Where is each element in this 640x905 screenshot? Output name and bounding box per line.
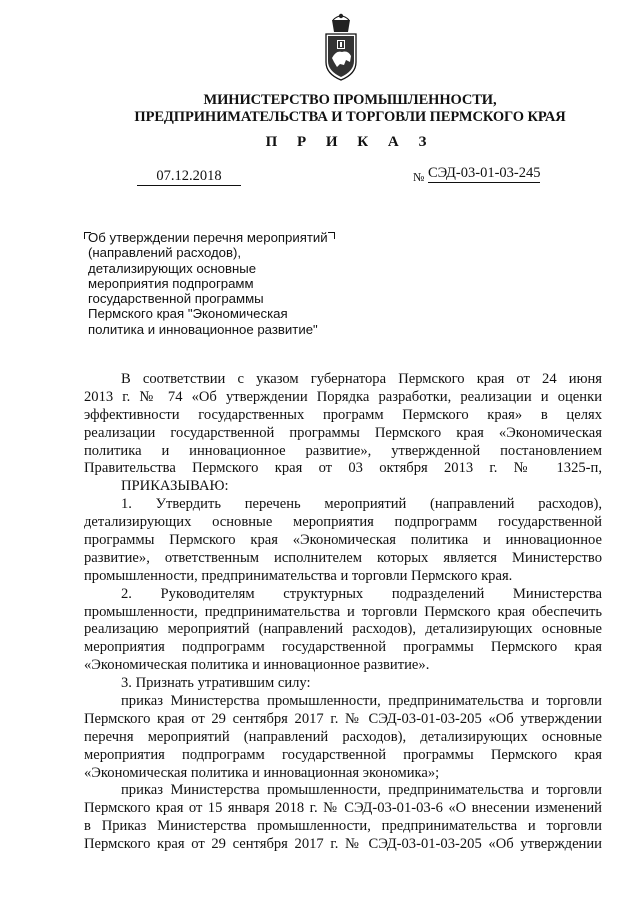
order-date: 07.12.2018 bbox=[137, 168, 241, 186]
body-line: эффективности государственных программ Пермского края» в целях bbox=[84, 406, 602, 423]
body-line: Пермского края от 29 сентября 2017 г. № СЭД-03-01-03-205 «Об утверждении bbox=[84, 710, 602, 727]
body-line: Пермского края от 29 сентября 2017 г. № СЭД-03-01-03-205 «Об утверждении bbox=[84, 836, 602, 853]
order-number: СЭД-03-01-03-245 bbox=[428, 165, 541, 181]
body-line: мероприятия подпрограмм государственной программы Пермского края bbox=[84, 746, 602, 763]
body-line: программы Пермского края «Экономическая политика и инновационное bbox=[84, 532, 602, 549]
subject-line: детализирующих основные bbox=[88, 260, 257, 276]
body-line: «Экономическая политика и инновационная экономика»; bbox=[84, 764, 440, 781]
ministry-name-line2: ПРЕДПРИНИМАТЕЛЬСТВА И ТОРГОВЛИ ПЕРМСКОГО КРАЯ bbox=[134, 109, 566, 125]
subject-line: Пермского края "Экономическая bbox=[88, 306, 288, 322]
document-type-title: П Р И К А З bbox=[265, 134, 435, 150]
body-line: развитие», ответственным исполнителем которых является Министерство bbox=[84, 549, 602, 566]
body-line: политика и инновационное развитие», утвержденной постановлением bbox=[84, 442, 602, 459]
subject-line: Об утверждении перечня мероприятий bbox=[88, 230, 328, 245]
body-line: детализирующих основные мероприятия подпрограмм государственной bbox=[84, 514, 602, 531]
subject-line: мероприятия подпрограмм bbox=[88, 275, 254, 291]
body-line: перечня мероприятий (направлений расходов), детализирующих основные bbox=[84, 728, 602, 745]
body-line: промышленности, предпринимательства и торговли Пермского края. bbox=[84, 567, 513, 584]
order-body-text bbox=[84, 371, 602, 854]
subject-line: (направлений расходов), bbox=[88, 245, 242, 261]
body-line: Пермского края от 15 января 2018 г. № СЭД-03-01-03-6 «О внесении изменений bbox=[84, 800, 602, 817]
body-line: 2. Руководителям структурных подразделений Министерства bbox=[121, 585, 602, 602]
body-line: 3. Признать утратившим силу: bbox=[121, 675, 311, 692]
body-line: реализацию мероприятий (направлений расходов), детализирующих основные bbox=[84, 621, 602, 638]
body-line: мероприятия подпрограмм государственной программы Пермского края bbox=[84, 639, 602, 656]
body-line: приказ Министерства промышленности, предпринимательства и торговли bbox=[121, 693, 602, 710]
subject-line: государственной программы bbox=[88, 291, 264, 307]
body-line: в Приказ Министерства промышленности, предпринимательства и торговли bbox=[84, 818, 602, 835]
body-line: ПРИКАЗЫВАЮ: bbox=[121, 478, 229, 495]
body-line: Правительства Пермского края от 03 октября 2013 г. № 1325-п, bbox=[84, 460, 602, 477]
body-line: В соответствии с указом губернатора Пермского края от 24 июня bbox=[121, 371, 602, 387]
body-line: реализации государственной программы Пермского края «Экономическая bbox=[84, 424, 602, 441]
coat-of-arms-emblem bbox=[320, 12, 362, 82]
order-subject bbox=[88, 230, 388, 337]
body-line: «Экономическая политика и инновационное развитие». bbox=[84, 657, 430, 674]
number-label: № bbox=[413, 170, 425, 184]
subject-line: политика и инновационное развитие" bbox=[88, 321, 318, 337]
ministry-name-line1: МИНИСТЕРСТВО ПРОМЫШЛЕННОСТИ, bbox=[203, 92, 497, 108]
body-line: приказ Министерства промышленности, предпринимательства и торговли bbox=[121, 782, 602, 799]
body-line: промышленности, предпринимательства и торговли Пермского края обеспечить bbox=[84, 603, 602, 620]
body-line: 2013 г. № 74 «Об утверждении Порядка разработки, реализации и оценки bbox=[84, 388, 602, 405]
body-line: 1. Утвердить перечень мероприятий (направлений расходов), bbox=[121, 496, 602, 513]
